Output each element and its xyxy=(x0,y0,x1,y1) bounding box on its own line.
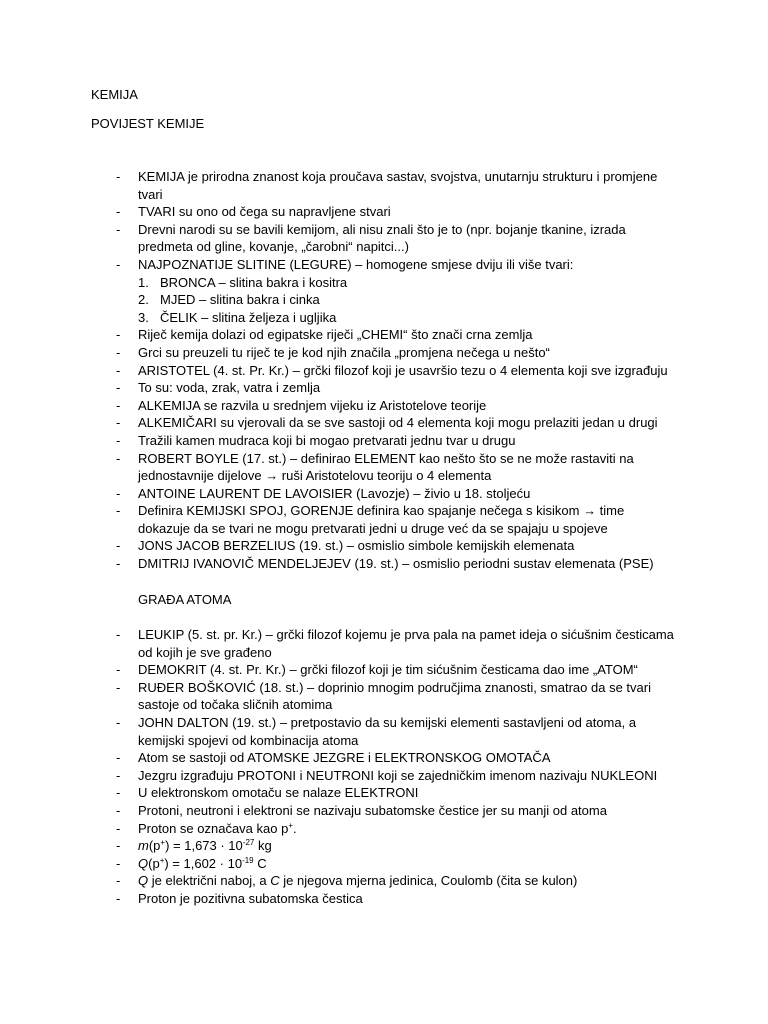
list-item: - DMITRIJ IVANOVIČ MENDELJEJEV (19. st.) – osmislio periodni sustav elemenata (PSE) xyxy=(116,555,676,573)
list-item: - DEMOKRIT (4. st. Pr. Kr.) – grčki filozof koji je tim sićušnim česticama dao ime „ATOM“ xyxy=(116,661,676,679)
list-item: - JONS JACOB BERZELIUS (19. st.) – osmislio simbole kemijskih elemenata xyxy=(116,537,676,555)
list-item: - To su: voda, zrak, vatra i zemlja xyxy=(116,379,676,397)
atom-list xyxy=(116,626,676,908)
document-title: KEMIJA xyxy=(91,87,138,102)
list-item: - Tražili kamen mudraca koji bi mogao pretvarati jednu tvar u drugu xyxy=(116,432,676,450)
numbered-item: 3. ČELIK – slitina željeza i ugljika xyxy=(138,309,337,325)
list-item: - ROBERT BOYLE (17. st.) – definirao ELEMENT kao nešto što se ne može rastaviti na jednostavnije dijelove → ruši Aristotelovu teoriju o 4 elementa xyxy=(116,450,676,485)
list-item: - Jezgru izgrađuju PROTONI i NEUTRONI koji se zajedničkim imenom nazivaju NUKLEONI xyxy=(116,767,676,785)
list-item: - Atom se sastoji od ATOMSKE JEZGRE i ELEKTRONSKOG OMOTAČA xyxy=(116,749,676,767)
list-item: - Proton se označava kao p+. xyxy=(116,820,676,838)
list-item: - LEUKIP (5. st. pr. Kr.) – grčki filozof kojemu je prva pala na pamet ideja o sićušnim česticama od kojih je sve građeno xyxy=(116,626,676,661)
list-item: - JOHN DALTON (19. st.) – pretpostavio da su kemijski elementi sastavljeni od atoma, a kemijski spojevi od kombinacija atoma xyxy=(116,714,676,749)
list-item: - ALKEMIJA se razvila u srednjem vijeku iz Aristotelove teorije xyxy=(116,397,676,415)
list-item: - TVARI su ono od čega su napravljene stvari xyxy=(116,203,676,221)
list-item: - Protoni, neutroni i elektroni se nazivaju subatomske čestice jer su manji od atoma xyxy=(116,802,676,820)
list-item: - RUĐER BOŠKOVIĆ (18. st.) – doprinio mnogim područjima znanosti, smatrao da se tvari sastoje od točaka sličnih atomima xyxy=(116,679,676,714)
list-item: - NAJPOZNATIJE SLITINE (LEGURE) – homogene smjese dviju ili više tvari: xyxy=(116,256,676,274)
history-list xyxy=(116,168,676,573)
numbered-item: 1. BRONCA – slitina bakra i kositra xyxy=(138,274,348,290)
list-item: - Riječ kemija dolazi od egipatske riječi „CHEMI“ što znači crna zemlja xyxy=(116,326,676,344)
section-heading-history: POVIJEST KEMIJE xyxy=(91,116,205,131)
proton-mass-formula: - $m(p^+) = 1,673 \cdot 10^{-27}$ kg xyxy=(116,837,676,855)
list-item: - ARISTOTEL (4. st. Pr. Kr.) – grčki filozof koji je usavršio tezu o 4 elementa koji sve izgrađuju xyxy=(116,362,676,380)
list-item: - Definira KEMIJSKI SPOJ, GORENJE definira kao spajanje nečega s kisikom → time dokazuje da se tvari ne mogu pretvarati jedni u druge već da se spajaju u spojeve xyxy=(116,502,676,537)
proton-charge-formula: - $Q(p^+) = 1,602 \cdot 10^{-19}$ C xyxy=(116,855,676,873)
list-item: - U elektronskom omotaču se nalaze ELEKTRONI xyxy=(116,784,676,802)
list-item: - Grci su preuzeli tu riječ te je kod njih značila „promjena nečega u nešto“ xyxy=(116,344,676,362)
section-heading-atom: GRAĐA ATOMA xyxy=(138,592,232,607)
list-item: - ANTOINE LAURENT DE LAVOISIER (Lavozje) – živio u 18. stoljeću xyxy=(116,485,676,503)
charge-note: - Q je električni naboj, a C je njegova mjerna jedinica, Coulomb (čita se kulon) xyxy=(116,872,676,890)
list-item: - KEMIJA je prirodna znanost koja proučava sastav, svojstva, unutarnju strukturu i promjene tvari xyxy=(116,168,676,203)
numbered-item: 2. MJED – slitina bakra i cinka xyxy=(138,292,320,308)
list-item: - Proton je pozitivna subatomska čestica xyxy=(116,890,676,908)
list-item: - ALKEMIČARI su vjerovali da se sve sastoji od 4 elementa koji mogu prelaziti jedan u drugi xyxy=(116,414,676,432)
list-item: - Drevni narodi su se bavili kemijom, ali nisu znali što je to (npr. bojanje tkanine, izrada predmeta od gline, kovanje, „čarobni“ napitci...) xyxy=(116,221,676,256)
